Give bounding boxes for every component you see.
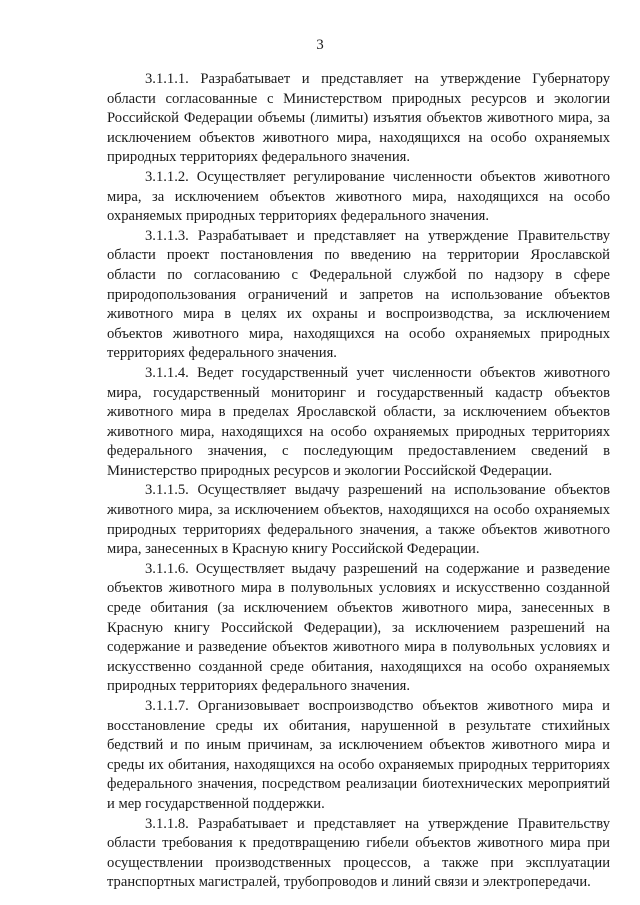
- document-body: [107, 70, 610, 893]
- paragraph-3-1-1-1: 3.1.1.1. Разрабатывает и представляет на утверждение Губернатору области согласованные с Министерством природных ресурсов и экологии Российской Федерации объемы (лимиты) изъятия объектов животного мира, за исключением объектов животного мира, находящихся на особо охраняемых природных территориях федерального значения.: [107, 71, 610, 166]
- paragraph-3-1-1-3: 3.1.1.3. Разрабатывает и представляет на утверждение Правительству области проект постановления по введению на территории Ярославской области по согласованию с Федеральной службой по надзору в сфере природопользования ограничений и запретов на использование объектов животного мира в целях их охраны и воспроизводства, за исключением объектов животного мира, находящихся на особо охраняемых природных территориях федерального значения.: [107, 227, 610, 362]
- page-number: 3: [316, 37, 324, 53]
- paragraph-3-1-1-4: 3.1.1.4. Ведет государственный учет численности объектов животного мира, государственный мониторинг и государственный кадастр объектов животного мира в пределах Ярославской области, за исключением объектов животного мира, находящихся на особо охраняемых природных территориях федерального значения, с последующим предоставлением сведений в Министерство природных ресурсов и экологии Российской Федерации.: [107, 364, 610, 479]
- paragraph-3-1-1-6: 3.1.1.6. Осуществляет выдачу разрешений на содержание и разведение объектов животного мира в полувольных условиях и искусственно созданной среде обитания (за исключением объектов животного мира, занесенных в Красную книгу Российской Федерации), за исключением разрешений на содержание и разведение объектов животного мира в полувольных условиях и искусственно созданной среде обитания, находящихся на особо охраняемых природных территориях федерального значения.: [107, 560, 610, 695]
- paragraph-3-1-1-8: 3.1.1.8. Разрабатывает и представляет на утверждение Правительству области требования к предотвращению гибели объектов животного мира при осуществлении производственных процессов, а также при эксплуатации транспортных магистралей, трубопроводов и линий связи и электропередачи.: [107, 815, 610, 891]
- paragraph-3-1-1-5: 3.1.1.5. Осуществляет выдачу разрешений на использование объектов животного мира, за исключением объектов, находящихся на особо охраняемых природных территориях федерального значения, а также объектов животного мира, занесенных в Красную книгу Российской Федерации.: [107, 482, 610, 558]
- paragraph-3-1-1-2: 3.1.1.2. Осуществляет регулирование численности объектов животного мира, за исключением объектов животного мира, находящихся на особо охраняемых природных территориях федерального значения.: [107, 168, 610, 225]
- paragraph-3-1-1-7: 3.1.1.7. Организовывает воспроизводство объектов животного мира и восстановление среды их обитания, нарушенной в результате стихийных бедствий и по иным причинам, за исключением объектов животного мира и среды их обитания, находящихся на особо охраняемых природных территориях федерального значения, посредством реализации биотехнических мероприятий и мер государственной поддержки.: [107, 698, 610, 812]
